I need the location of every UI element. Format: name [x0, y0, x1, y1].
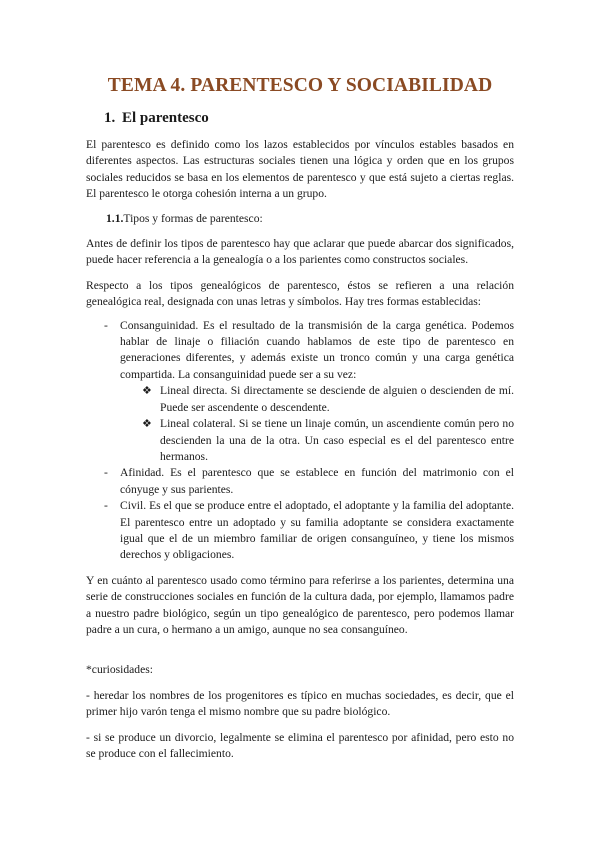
section-number: 1.	[104, 110, 116, 126]
forms-list	[86, 318, 514, 564]
genealogical-paragraph: Respecto a los tipos genealógicos de parentesco, éstos se refieren a una relación genealógica real, designada con unas letras y símbolos. Hay tres formas establecidas:	[86, 278, 514, 309]
list-item	[86, 465, 514, 498]
dash-bullet: -	[104, 466, 108, 480]
curiosity-item: - si se produce un divorcio, legalmente se elimina el parentesco por afinidad, pero esto no se produce con el fallecimiento.	[86, 730, 514, 760]
list-item	[86, 498, 514, 564]
curiosity-item: - heredar los nombres de los progenitores es típico en muchas sociedades, es decir, que el primer hijo varón tenga el mismo nombre que su padre biológico.	[86, 688, 514, 719]
form-text: Consanguinidad. Es el resultado de la transmisión de la carga genética. Podemos hablar de linaje o filiación cuando hablamos de este tipo de parentesco en generaciones diferentes, y además existe un tronco común y una carga genética compartida. La consanguinidad puede ser a su vez:	[120, 318, 514, 381]
types-paragraph: Antes de definir los tipos de parentesco hay que aclarar que puede abarcar dos significados, puede hacer referencia a la genealogía o a los parientes como constructos sociales.	[86, 237, 514, 267]
list-item	[120, 416, 514, 465]
form-text: Afinidad. Es el parentesco que se establece en función del matrimonio con el cónyuge y sus parientes.	[120, 466, 514, 496]
dash-bullet: -	[104, 499, 108, 513]
diamond-bullet-icon: ❖	[142, 418, 152, 431]
subsection-number: 1.1.	[106, 211, 124, 225]
spacer	[86, 638, 514, 662]
curiosities-label: *curiosidades:	[86, 663, 153, 677]
intro-paragraph: El parentesco es definido como los lazos establecidos por vínculos estables basados en diferentes aspectos. Las estructuras sociales tienen una lógica y orden que en los grupos sociales reducidos se basa en los elementos de parentesco y que está sujeto a ciertas reglas. El parentesco le otorga cohesión interna a un grupo.	[86, 138, 514, 201]
sub-text: Lineal directa. Si directamente se desciende de alguien o descienden de mí. Puede ser ascendente o descendente.	[160, 384, 514, 414]
list-item	[120, 383, 514, 416]
subsection-title: Tipos y formas de parentesco:	[123, 211, 263, 225]
dash-bullet: -	[104, 318, 108, 332]
list-item	[86, 318, 514, 466]
document-title: TEMA 4. PARENTESCO Y SOCIABILIDAD	[107, 75, 493, 96]
section-heading	[104, 108, 514, 128]
form-text: Civil. Es el que se produce entre el adoptado, el adoptante y la familia del adoptante. El parentesco entre un adoptado y su familia adoptante se considera exactamente igual que el de un miembro familiar de origen consanguíneo, y tiene los mismos derechos y obligaciones.	[120, 499, 514, 562]
diamond-bullet-icon: ❖	[142, 385, 152, 398]
consanguinity-sublist	[120, 383, 514, 465]
usage-paragraph: Y en cuánto al parentesco usado como término para referirse a los parientes, determina una serie de construcciones sociales en función de la cultura dada, por ejemplo, llamamos padre a nuestro padre biológico, según un tipo genealógico de parentesco, pero podemos llamar padre a un cura, o hermano a un amigo, aunque no sea consanguíneo.	[86, 573, 514, 636]
sub-text: Lineal colateral. Si se tiene un linaje común, un ascendiente común pero no descienden la una de la otra. Un caso especial es el del parentesco entre hermanos.	[160, 417, 514, 463]
section-title: El parentesco	[122, 110, 209, 126]
subsection-heading	[106, 211, 514, 227]
